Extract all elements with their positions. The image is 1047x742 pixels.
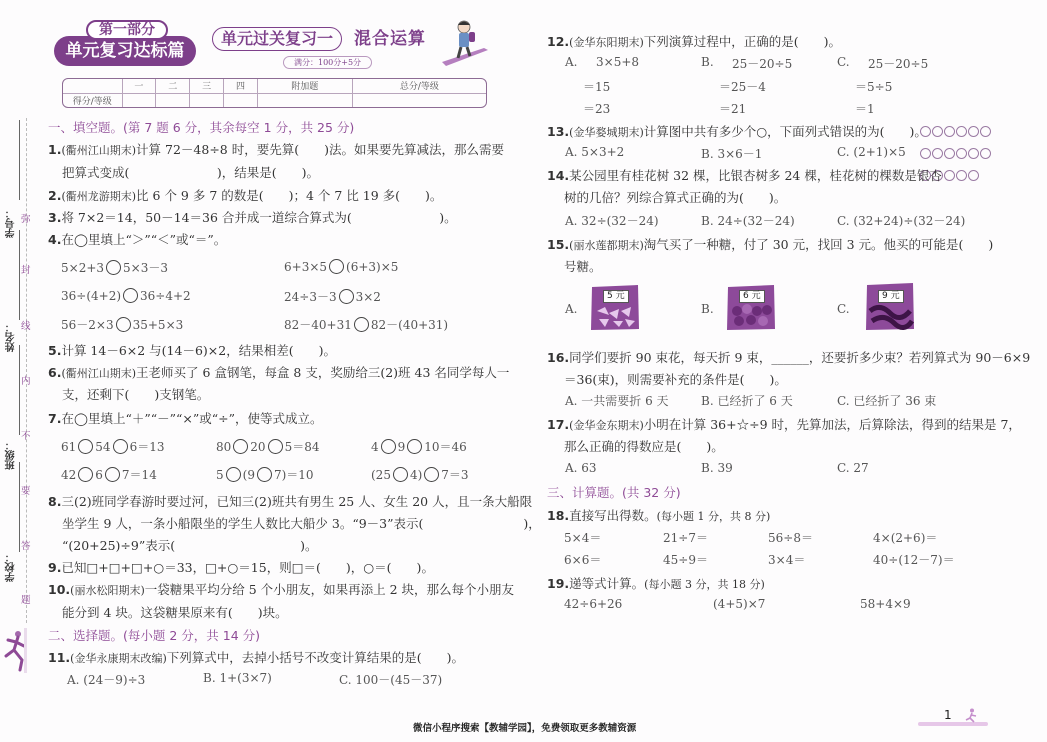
- question-10-line2: 能分到 4 块。这袋糖果原来有( )块。: [62, 605, 288, 620]
- question-number: 14.: [547, 168, 570, 183]
- question-source: (金华金东期末): [569, 419, 644, 432]
- question-8: [48, 492, 532, 510]
- option-c-step: 25－20÷5: [868, 57, 929, 71]
- question-number: 16.: [547, 350, 570, 365]
- operand: 4: [371, 440, 379, 454]
- question-17-line2: 那么正确的得数应是( )。: [564, 439, 724, 454]
- option-c[interactable]: C. (32+24)÷(32－24): [837, 214, 966, 228]
- answer-circle[interactable]: [354, 317, 369, 332]
- answer-circle[interactable]: [268, 439, 283, 454]
- seal-warning-char: 答: [21, 541, 31, 552]
- answer-circle[interactable]: [105, 467, 120, 482]
- score-table: [62, 78, 487, 108]
- compare-item: [61, 316, 183, 333]
- operator-item: [61, 466, 157, 483]
- question-text: 王老师买了 6 盒钢笔，每盒 8 支，奖励给三(2)班 43 名同学每人一: [136, 365, 510, 380]
- score-col-header: [63, 79, 122, 93]
- score-cell[interactable]: [257, 93, 352, 107]
- seal-warning-char: 弥: [21, 214, 31, 225]
- question-source: (丽水莲都期末): [569, 239, 644, 252]
- option-c-step: ＝1: [855, 102, 875, 116]
- question-17: [547, 415, 1021, 433]
- question-text: 在◯里填上“＞”“＜”或“＝”。: [61, 232, 227, 247]
- candy-bag-icon: [864, 281, 916, 331]
- score-cell[interactable]: [122, 93, 156, 107]
- question-8-line2: 坐学生 9 人，一条小船限坐的学生人数比大船少 3。“9－3”表示( )，: [62, 516, 541, 531]
- question-number: 18.: [547, 508, 570, 523]
- question-16-line2: ＝36(束)，则需要补充的条件是( )。: [564, 372, 787, 387]
- operand: 42: [61, 468, 77, 482]
- question-note: (每小题 1 分，共 8 分): [656, 510, 771, 523]
- seal-warning-char: 题: [21, 595, 31, 606]
- question-16: [547, 348, 1030, 366]
- question-source: (金华婺城期末): [569, 126, 644, 139]
- seal-warning-char: 封: [21, 265, 31, 276]
- circle-figure-row: [920, 124, 992, 139]
- unit-topic: 混合运算: [354, 29, 426, 49]
- answer-circle[interactable]: [226, 467, 241, 482]
- option-b[interactable]: B. 3×6－1: [701, 147, 763, 161]
- seal-warning-char: 要: [21, 486, 31, 497]
- student-on-pencil-icon: [440, 18, 490, 68]
- question-number: 13.: [547, 124, 570, 139]
- option-a-step: ＝15: [583, 80, 611, 94]
- question-18: [547, 506, 770, 524]
- question-number: 8.: [48, 494, 62, 509]
- operator-item: [371, 438, 467, 455]
- question-number: 2.: [48, 188, 62, 203]
- score-cell[interactable]: [224, 93, 258, 107]
- expr-left: 24÷3－3: [284, 290, 337, 304]
- question-number: 15.: [547, 237, 570, 252]
- calc-item: 3×4＝: [768, 553, 806, 567]
- question-text: 淘气买了一种糖，付了 30 元，找回 3 元。他买的可能是( ): [643, 237, 994, 252]
- option-c-step: ＝5÷5: [855, 80, 893, 94]
- question-1-line2: 把算式变成( )，结果是( )。: [62, 165, 320, 180]
- question-number: 3.: [48, 210, 62, 225]
- expr-left: 82－40+31: [284, 318, 352, 332]
- price-tag: 5 元: [603, 290, 629, 303]
- score-cell[interactable]: [156, 93, 190, 107]
- question-8-line3: “(20+25)÷9”表示( )。: [62, 538, 318, 553]
- option-c[interactable]: C.: [837, 302, 850, 316]
- question-1: [48, 140, 504, 158]
- compare-item: [284, 288, 381, 305]
- seal-warning-char: 线: [21, 321, 31, 332]
- calc-item: 40÷(12－7)＝: [873, 553, 955, 567]
- operator-item: [61, 438, 164, 455]
- operand: 80: [216, 440, 232, 454]
- operand: 20: [250, 440, 266, 454]
- operand: 61: [61, 440, 77, 454]
- operand: 7)＝10: [273, 468, 314, 482]
- score-col-header: 四: [224, 79, 258, 93]
- operator-item: [371, 466, 469, 483]
- operand: 6: [95, 468, 103, 482]
- operand: (9: [242, 468, 255, 482]
- name-label: 姓名：: [6, 322, 17, 352]
- runner-figure-icon: [2, 628, 28, 673]
- option-b[interactable]: B. 1+(3×7): [203, 671, 272, 685]
- question-source: (丽水松阳期末): [70, 584, 145, 597]
- option-c[interactable]: C. 100－(45－37): [339, 673, 443, 687]
- answer-circle[interactable]: [339, 289, 354, 304]
- operand: 4): [409, 468, 423, 482]
- question-text: 下列演算过程中，正确的是( )。: [643, 34, 842, 49]
- question-number: 10.: [48, 582, 71, 597]
- option-b-step: ＝25－4: [719, 80, 766, 94]
- score-col-header: 三: [190, 79, 224, 93]
- price-tag: 9 元: [878, 290, 904, 303]
- stepwise-item: (4+5)×7: [713, 597, 766, 611]
- question-source: (衢州龙游期末): [61, 190, 137, 203]
- part-badge-top: 第一部分: [86, 20, 168, 40]
- runner-figure-icon: [964, 708, 978, 724]
- expr-right: (6+3)×5: [346, 260, 399, 274]
- option-c[interactable]: C. 27: [837, 461, 869, 475]
- stepwise-item: 42÷6+26: [564, 597, 623, 611]
- operand: 7＝14: [121, 468, 157, 482]
- binding-line: [19, 230, 20, 320]
- question-12: [547, 32, 841, 50]
- expr-right: 36÷4+2: [140, 289, 191, 303]
- answer-circle[interactable]: [113, 439, 128, 454]
- calc-item: 6×6＝: [564, 553, 602, 567]
- operand: 54: [95, 440, 111, 454]
- question-6: [48, 363, 509, 381]
- binding-line: [19, 345, 20, 435]
- question-text: 一袋糖果平均分给 5 个小朋友，如果再添上 2 块，那么每个小朋友: [144, 582, 515, 597]
- candy-bag-b: [725, 283, 777, 331]
- question-text: 三(2)班同学春游时要过河，已知三(2)班共有男生 25 人、女生 20 人，且一条大船限: [61, 494, 533, 509]
- score-cell[interactable]: [352, 93, 486, 107]
- expr-left: 56－2×3: [61, 318, 114, 332]
- question-10: [48, 580, 514, 598]
- option-a[interactable]: A. (24－9)÷3: [67, 673, 146, 687]
- answer-circle[interactable]: [233, 439, 248, 454]
- part-badge-bottom: 单元复习达标篇: [54, 36, 196, 66]
- answer-circle[interactable]: [116, 317, 131, 332]
- answer-circle[interactable]: [407, 439, 422, 454]
- question-source: (金华东阳期末): [569, 36, 644, 49]
- operand: (25: [371, 468, 391, 482]
- operand: 6＝13: [129, 440, 165, 454]
- part-badge: [54, 20, 196, 68]
- option-c[interactable]: C.: [837, 55, 850, 69]
- question-number: 1.: [48, 142, 62, 157]
- question-number: 4.: [48, 232, 62, 247]
- question-15: [547, 235, 993, 253]
- score-col-header: 附加题: [257, 79, 352, 93]
- question-5: [48, 341, 336, 359]
- score-col-header: 总分/等级: [352, 79, 486, 93]
- question-13: [547, 122, 927, 140]
- option-c[interactable]: C. (2+1)×5: [837, 145, 906, 159]
- question-number: 11.: [48, 650, 71, 665]
- answer-circle[interactable]: [381, 439, 396, 454]
- answer-circle[interactable]: [424, 467, 439, 482]
- question-number: 19.: [547, 576, 570, 591]
- question-11: [48, 648, 464, 666]
- compare-item: [284, 316, 448, 333]
- expr-right: 35+5×3: [132, 318, 184, 332]
- section-title-calculation: 三、计算题。(共 32 分): [547, 485, 681, 500]
- option-b[interactable]: B. 24÷(32－24): [701, 214, 795, 228]
- expr-right: 82－(40+31): [370, 318, 449, 332]
- footer-note: 微信小程序搜索【教辅学园】，免费领取更多教辅资源: [413, 723, 637, 734]
- stepwise-item: 58+4×9: [860, 597, 911, 611]
- candy-bag-c: [864, 281, 916, 329]
- operand: 5: [216, 468, 224, 482]
- operator-item: [216, 466, 314, 483]
- compare-item: [284, 259, 398, 274]
- question-number: 6.: [48, 365, 62, 380]
- option-a-step: ＝23: [583, 102, 611, 116]
- operator-item: [216, 438, 319, 455]
- question-text: 已知□+□+□+○＝33，□+○＝15，则□＝( )，○＝( )。: [61, 560, 434, 575]
- calc-item: 56÷8＝: [768, 531, 813, 545]
- question-source: (金华永康期末改编): [70, 652, 167, 665]
- option-b-step: 25－20÷5: [732, 57, 793, 71]
- question-source: (衢州江山期末): [61, 144, 137, 157]
- expr-right: 3×2: [355, 290, 381, 304]
- option-b[interactable]: B. 39: [701, 461, 733, 475]
- question-number: 12.: [547, 34, 570, 49]
- answer-circle[interactable]: [78, 439, 93, 454]
- question-3: [48, 208, 457, 226]
- question-number: 5.: [48, 343, 62, 358]
- answer-circle[interactable]: [329, 259, 344, 274]
- option-b[interactable]: B.: [701, 302, 714, 316]
- question-text: 下列算式中，去掉小括号不改变计算结果的是( )。: [166, 650, 465, 665]
- question-text: 小明在计算 36+☆÷9 时，先算加法，后算除法，得到的结果是 7，: [643, 417, 1021, 432]
- question-note: (每小题 3 分，共 18 分): [644, 578, 765, 591]
- student-id-label: 学号：: [6, 208, 17, 238]
- question-text: 直接写出得数。: [569, 508, 657, 523]
- question-15-line2: 号糖。: [564, 259, 602, 274]
- expr-left: 6+3×5: [284, 260, 328, 274]
- question-19: [547, 574, 765, 592]
- score-row-label: 得分/等级: [63, 93, 122, 107]
- question-7: [48, 409, 323, 427]
- question-number: 7.: [48, 411, 62, 426]
- option-a[interactable]: A. 5×3+2: [565, 145, 625, 159]
- answer-circle[interactable]: [257, 467, 272, 482]
- option-b-step: ＝21: [719, 102, 747, 116]
- option-a[interactable]: A.: [565, 55, 578, 69]
- answer-circle[interactable]: [393, 467, 408, 482]
- question-number: 9.: [48, 560, 62, 575]
- expr-left: 5×2+3: [61, 261, 105, 275]
- option-c[interactable]: C. 已经折了 36 束: [837, 394, 937, 408]
- candy-bag-a: [589, 283, 641, 331]
- question-source: (衢州江山期末): [61, 367, 137, 380]
- option-a-step: 3×5+8: [596, 55, 640, 69]
- question-14-line2: 树的几倍？列综合算式正确的为( )。: [564, 190, 787, 205]
- option-a[interactable]: A. 32÷(32－24): [565, 214, 659, 228]
- score-col-header: 一: [122, 79, 156, 93]
- question-4: [48, 230, 226, 248]
- operand: 9: [397, 440, 406, 454]
- binding-line: [19, 120, 20, 200]
- operand: 7＝3: [441, 468, 469, 482]
- question-text: 计算 14－6×2 与(14－6)×2，结果相差( )。: [61, 343, 336, 358]
- full-score: 满分：100分+5分: [283, 56, 372, 69]
- option-b[interactable]: B. 已经折了 6 天: [701, 394, 793, 408]
- question-2: [48, 186, 442, 204]
- question-text: 某公园里有桂花树 32 棵，比银杏树多 24 棵，桂花树的棵数是银杏: [569, 168, 942, 183]
- option-b[interactable]: B.: [701, 55, 714, 69]
- circle-figure-row: [920, 146, 992, 161]
- calc-item: 5×4＝: [564, 531, 602, 545]
- option-a[interactable]: A.: [565, 302, 578, 316]
- binding-line: [19, 462, 20, 552]
- question-6-line2: 支，还剩下( )支钢笔。: [62, 387, 210, 402]
- question-text: 在◯里填上“＋”“－”“×”或“÷”，使等式成立。: [61, 411, 323, 426]
- option-a[interactable]: A. 一共需要折 6 天: [565, 394, 669, 408]
- seal-warning-char: 不: [21, 431, 31, 442]
- operand: 10＝46: [424, 440, 467, 454]
- question-text: 递等式计算。: [569, 576, 645, 591]
- question-9: [48, 558, 434, 576]
- score-col-header: 二: [156, 79, 190, 93]
- school-label: 学校：: [6, 552, 17, 582]
- question-14: [547, 166, 942, 184]
- answer-circle[interactable]: [106, 260, 121, 275]
- calc-item: 4×(2+6)＝: [873, 531, 938, 545]
- answer-circle[interactable]: [78, 467, 93, 482]
- section-title-fill-blank: 一、填空题。(第 7 题 6 分，其余每空 1 分，共 25 分): [48, 120, 355, 135]
- compare-item: [61, 288, 191, 303]
- question-text: 将 7×2＝14，50－14＝36 合并成一道综合算式为( )。: [61, 210, 457, 225]
- score-cell[interactable]: [190, 93, 224, 107]
- class-label: 班级：: [6, 440, 17, 470]
- question-number: 17.: [547, 417, 570, 432]
- question-text: 同学们要折 90 束花，每天折 9 束，______，还要折多少束？若列算式为 90－6×9: [569, 350, 1031, 365]
- option-a[interactable]: A. 63: [565, 461, 597, 475]
- calc-item: 21÷7＝: [663, 531, 708, 545]
- calc-item: 45÷9＝: [663, 553, 708, 567]
- question-text: 计算 72－48÷8 时，要先算( )法。如果要先算减法，那么需要: [136, 142, 504, 157]
- operand: 5＝84: [284, 440, 320, 454]
- price-tag: 6 元: [739, 290, 765, 303]
- expr-right: 5×3－3: [123, 261, 168, 275]
- expr-left: 36÷(4+2): [61, 289, 122, 303]
- question-text: 计算图中共有多少个○，下面列式错误的为( )。: [643, 124, 927, 139]
- unit-title: 单元过关复习一: [212, 27, 342, 51]
- question-text: 比 6 个 9 多 7 的数是( )；4 个 7 比 19 多( )。: [136, 188, 443, 203]
- page-number: 1: [944, 708, 952, 722]
- compare-item: [61, 259, 168, 276]
- answer-circle[interactable]: [123, 288, 138, 303]
- seal-warning-char: 内: [21, 376, 31, 387]
- section-title-choice: 二、选择题。(每小题 2 分，共 14 分): [48, 628, 261, 643]
